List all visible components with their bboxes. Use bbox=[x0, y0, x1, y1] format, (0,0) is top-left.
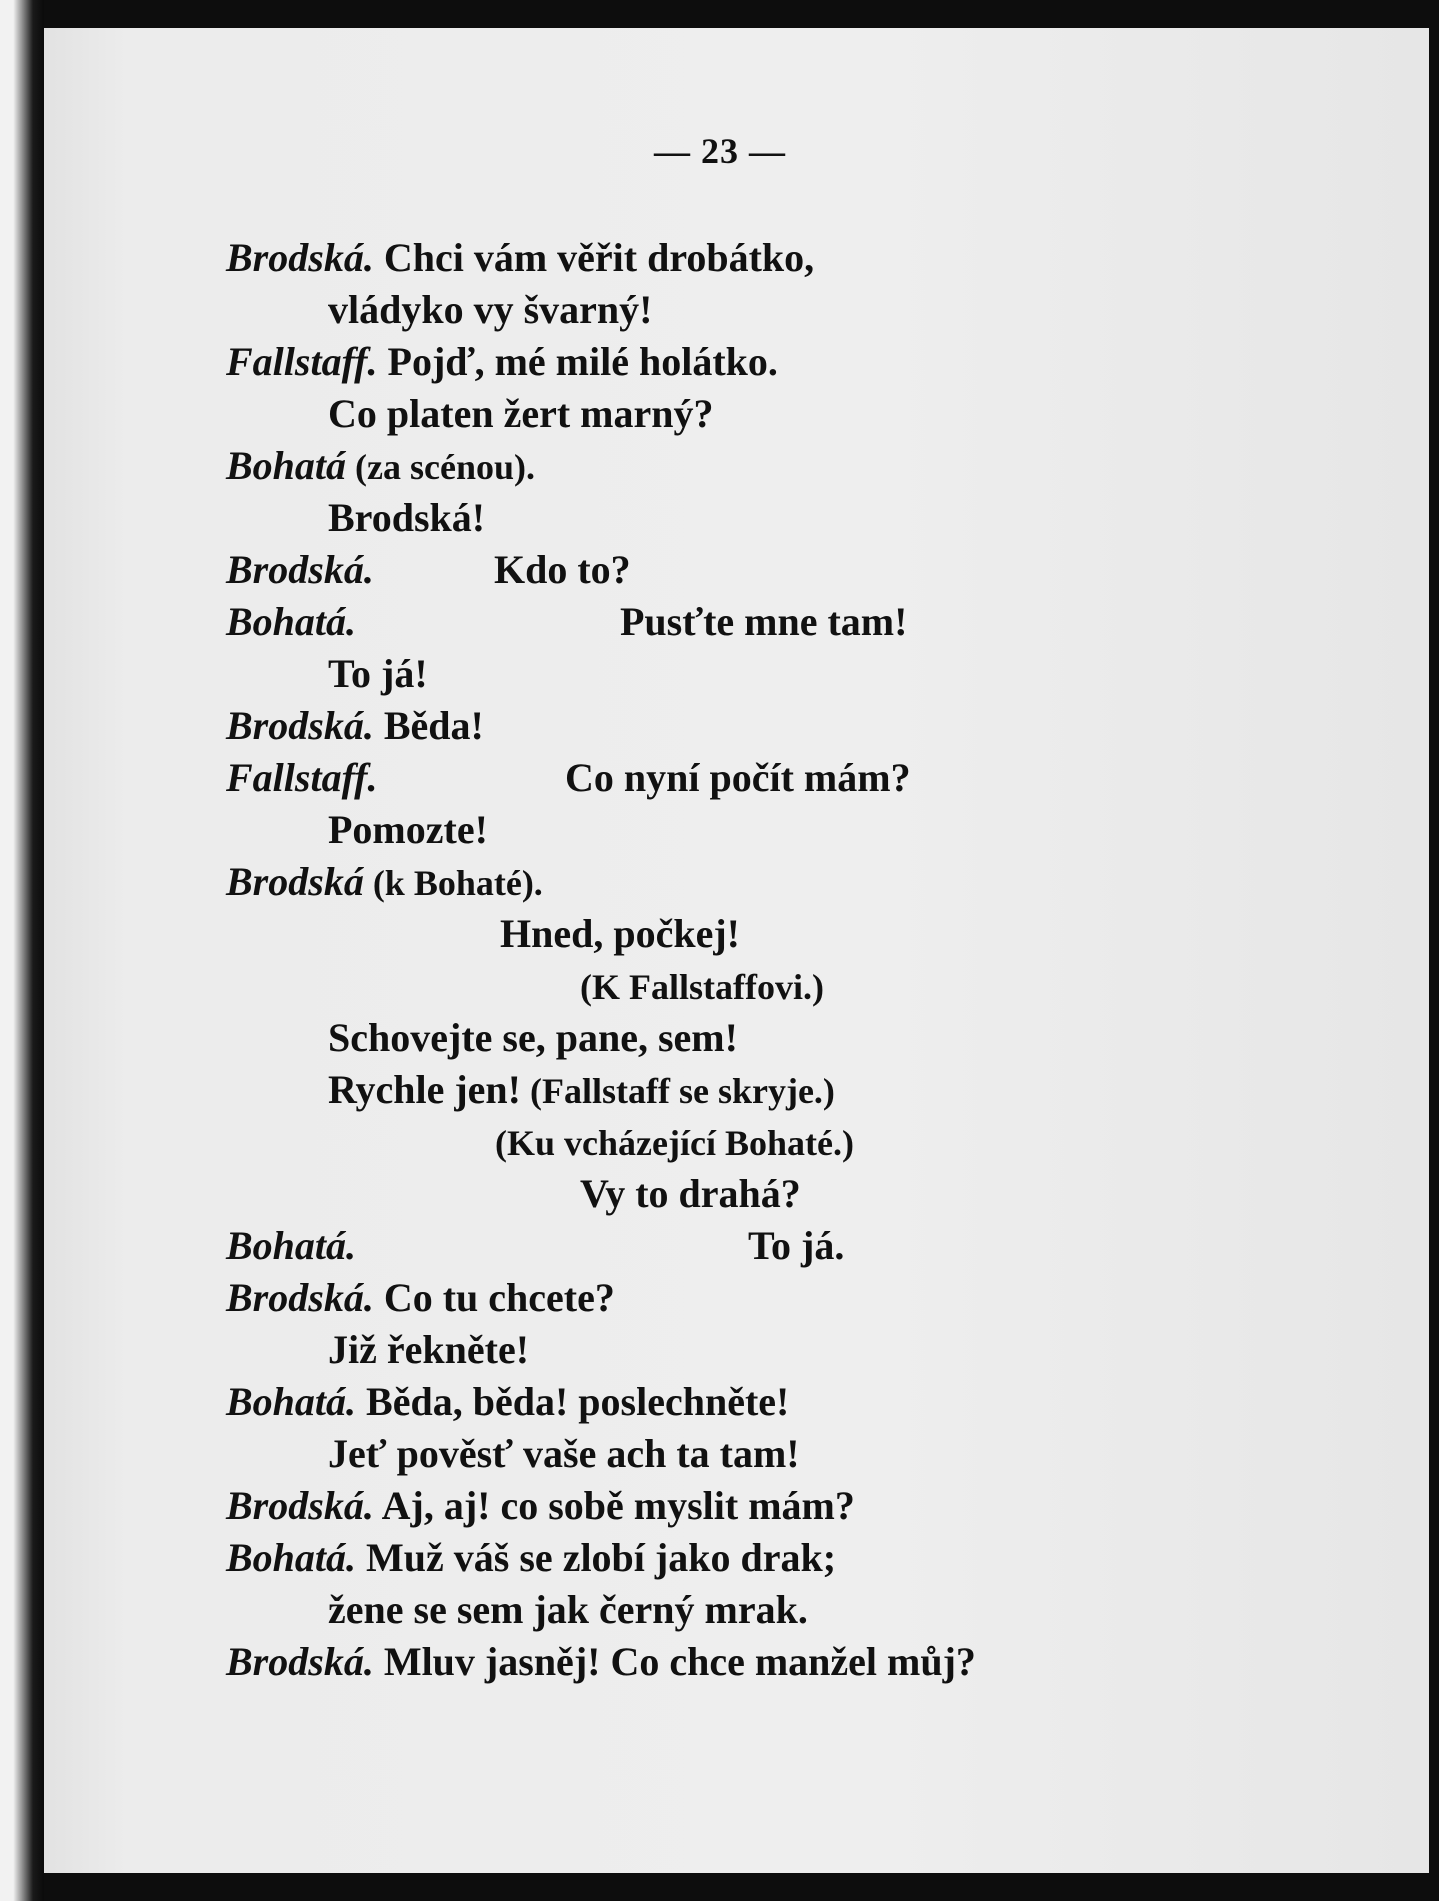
speaker-name: Bohatá bbox=[226, 443, 347, 488]
speech-text: Co platen žert marný? bbox=[328, 391, 714, 436]
dialogue-line bbox=[226, 339, 778, 384]
speech-text: Pusťte mne tam! bbox=[620, 599, 908, 644]
dialogue-line bbox=[226, 1223, 845, 1268]
speech-text: Hned, počkej! bbox=[500, 911, 740, 956]
speaker-name: Brodská. bbox=[226, 1639, 374, 1684]
stage-direction: (Ku vcházející Bohaté.) bbox=[495, 1123, 854, 1163]
speech-text: Chci vám věřit drobátko, bbox=[373, 235, 815, 280]
page-edge-shadow bbox=[0, 0, 44, 1901]
speaker-name: Brodská. bbox=[226, 1275, 374, 1320]
dialogue-line bbox=[226, 443, 536, 488]
speech-text: Aj, aj! co sobě myslit mám? bbox=[373, 1483, 855, 1528]
speech-text: Mluv jasněj! Co chce manžel můj? bbox=[373, 1639, 976, 1684]
dialogue-line bbox=[226, 1483, 855, 1528]
speaker-name: Bohatá. bbox=[226, 599, 357, 644]
dialogue-line bbox=[580, 966, 824, 1006]
dialogue-line bbox=[495, 1122, 854, 1162]
dialogue-line bbox=[328, 495, 486, 540]
speaker-name: Brodská. bbox=[226, 235, 374, 280]
speech-text: To já! bbox=[328, 651, 428, 696]
speech-text: Brodská! bbox=[328, 495, 486, 540]
speech-text: Vy to drahá? bbox=[580, 1171, 801, 1216]
dialogue-line bbox=[226, 1379, 790, 1424]
dialogue-line bbox=[328, 1067, 835, 1112]
speech-text: Jeť pověsť vaše ach ta tam! bbox=[328, 1431, 800, 1476]
dialogue-line bbox=[328, 807, 488, 852]
speech-text: Co nyní počít mám? bbox=[565, 755, 911, 800]
dialogue-line bbox=[226, 703, 484, 748]
dialogue-line bbox=[328, 651, 428, 696]
dialogue-line bbox=[226, 1639, 976, 1684]
speech-text: žene se sem jak černý mrak. bbox=[328, 1587, 808, 1632]
dialogue-line bbox=[226, 547, 631, 592]
stage-direction: (k Bohaté). bbox=[363, 863, 543, 903]
dialogue-line bbox=[226, 1275, 615, 1320]
speech-text: Kdo to? bbox=[494, 547, 631, 592]
dialogue-line bbox=[328, 287, 653, 332]
speaker-name: Brodská. bbox=[226, 547, 374, 592]
dialogue-line bbox=[500, 911, 740, 956]
speaker-name: Brodská bbox=[226, 859, 364, 904]
dialogue-line bbox=[328, 1327, 530, 1372]
speaker-name: Fallstaff. bbox=[226, 755, 378, 800]
speech-text: Muž váš se zlobí jako drak; bbox=[356, 1535, 837, 1580]
speaker-name: Fallstaff. bbox=[226, 339, 378, 384]
dialogue-line bbox=[328, 1431, 800, 1476]
speaker-name: Bohatá. bbox=[226, 1379, 357, 1424]
speech-text: vládyko vy švarný! bbox=[328, 287, 653, 332]
stage-direction: (Fallstaff se skryje.) bbox=[521, 1071, 835, 1111]
speech-text: Pomozte! bbox=[328, 807, 488, 852]
dialogue-line bbox=[328, 1015, 738, 1060]
speaker-name: Brodská. bbox=[226, 1483, 374, 1528]
dialogue-line bbox=[226, 859, 543, 904]
page-number: — 23 — bbox=[654, 131, 786, 171]
speech-text: Běda! bbox=[373, 703, 484, 748]
stage-direction: (za scénou). bbox=[346, 447, 536, 487]
dialogue-line bbox=[328, 391, 714, 436]
speech-text: Rychle jen! bbox=[328, 1067, 521, 1112]
dialogue-line bbox=[226, 599, 908, 644]
dialogue-line bbox=[226, 235, 815, 280]
speech-text: Co tu chcete? bbox=[373, 1275, 615, 1320]
speech-text: Schovejte se, pane, sem! bbox=[328, 1015, 738, 1060]
speech-text: Pojď, mé milé holátko. bbox=[377, 339, 778, 384]
speech-text: Běda, běda! poslechněte! bbox=[356, 1379, 790, 1424]
stage-direction: (K Fallstaffovi.) bbox=[580, 967, 824, 1007]
dialogue-line bbox=[226, 755, 911, 800]
speech-text: Již řekněte! bbox=[328, 1327, 530, 1372]
speaker-name: Bohatá. bbox=[226, 1223, 357, 1268]
dialogue-line bbox=[328, 1587, 808, 1632]
speech-text: To já. bbox=[748, 1223, 845, 1268]
speaker-name: Brodská. bbox=[226, 703, 374, 748]
dialogue-line bbox=[226, 1535, 837, 1580]
speaker-name: Bohatá. bbox=[226, 1535, 357, 1580]
dialogue-line bbox=[580, 1171, 801, 1216]
